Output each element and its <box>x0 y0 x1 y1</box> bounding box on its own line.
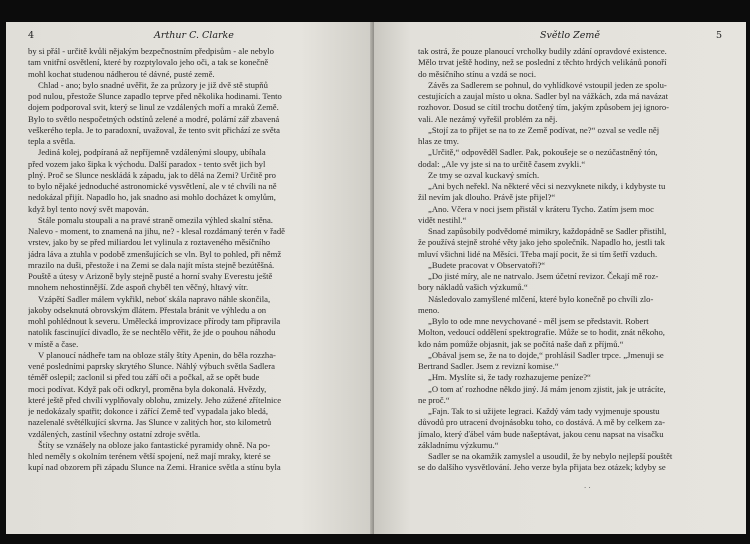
text-line: Bertrand Sadler. Jsem z revizní komise.“ <box>418 361 559 371</box>
text-line: Závěs za Sadlerem se pohnul, do vyhlídkové vstoupil jeden ze spolu- <box>428 79 667 90</box>
book-spread <box>6 22 746 534</box>
text-line: základnímu výzkumu.“ <box>418 439 499 450</box>
text-line: Stále pomalu stoupali a na pravé straně omezila výhled skalní stěna. <box>38 214 273 225</box>
text-line: jakoby odseknutá obrovským dlátem. Přestala bránit ve výhledu a on <box>28 304 267 315</box>
text-line: Bylo to světlo nespočetných odstínů zelené a modré, polární zář zbavená <box>28 113 280 124</box>
text-line: důvodů pro utracení dvojnásobku toho, co dostává. A mě by celkem za- <box>418 417 665 428</box>
text-line: vidět nestihl.“ <box>418 214 467 225</box>
text-line: Sadler se na okamžik zamyslel a usoudil, že by nebylo nejlepší pouštět <box>428 451 673 461</box>
text-line: „Fajn. Tak to si užijete legraci. Každý vám tady vyjmenuje spoustu <box>428 406 660 416</box>
text-line: Molton, vedoucí oddělení spektrografie. Může se to hodit, znát někoho, <box>418 327 665 338</box>
left-page-body <box>28 46 360 474</box>
text-line: Mělo trvat ještě hodiny, než se poslední z těchto hrdých velikánů ponoří <box>418 57 667 68</box>
text-line: téměř oslepil; zaclonil si před tou září oči a počkal, až se opět bude <box>28 372 260 383</box>
text-line: meno. <box>418 304 440 315</box>
text-line: Pouště a útesy v Arizoně byly stejně pusté a horní svahy Everestu ještě <box>28 271 273 281</box>
text-line: mohl pohlédnout k severu. Umělecká improvizace přírody tam připravila <box>28 316 281 326</box>
text-line: Jediná kolej, podpíraná až nepříjemně vzdálenými sloupy, ubíhala <box>38 147 266 158</box>
text-line: Štíty se vznášely na obloze jako fantastické pyramidy ohně. Na po- <box>38 439 271 450</box>
text-line: „Stojí za to přijet se na to ze Země podívat, ne?“ ozval se vedle něj <box>428 124 660 135</box>
right-page <box>374 22 746 534</box>
text-line: mohl kochat studenou nádherou té dávné, pusté země. <box>28 68 215 79</box>
text-line: by si přál - určitě kvůli nějakým bezpečnostním předpisům - ale nebylo <box>28 46 274 56</box>
text-line: vzdálených, zastínil všechny ostatní zdroje světla. <box>28 428 201 439</box>
left-page <box>6 22 374 534</box>
text-line: kdo nám pomůže objasnit, jak se počítá naše daň z příjmů.“ <box>418 338 624 349</box>
text-line: nazelenalé světélkující skvrna. Jas Slunce v zalitých hor, sto kilometrů <box>28 417 272 428</box>
text-line: Snad zapůsobily podvědomé mimikry, každopádně se Sadler přistihl, <box>428 226 667 236</box>
text-line: rozhovor. Dosud se cítil trochu dotčený tím, jakým způsobem jej ignoro- <box>418 102 670 113</box>
text-line: vené posledními paprsky skrytého Slunce. Náhlý výbuch světla Sadlera <box>28 361 275 371</box>
text-line: Chlad - ano; bylo snadné uvěřit, že za průzory je již dvě stě stupňů <box>38 79 268 90</box>
text-line: Nalevo - moment, to znamená na jihu, ne? - klesal rozdámaný terén v řadě <box>28 226 285 236</box>
text-line: „Budete pracovat v Observatoři?“ <box>428 259 546 270</box>
text-line: žil nevím jak dlouho. Právě jste přijel?“ <box>418 192 556 203</box>
text-line: tam vnitřní osvětlení, které by rozptylovalo jeho oči, a tak se konečně <box>28 57 269 68</box>
text-line: Ze tmy se ozval kuckavý smích. <box>428 169 540 180</box>
text-line: dodal: „Ale vy jste si na to určitě časem zvykli.“ <box>418 158 586 169</box>
text-line: mrazilo na duši, přestože i na Zemi se dala najít místa stejně bezútěšná. <box>28 259 275 270</box>
text-line: vali. Ale nezámý vyřešil problém za něj. <box>418 113 558 124</box>
text-line: „Hm. Myslíte si, že tady rozhazujeme peníze?“ <box>428 372 591 383</box>
text-line: „Ani bych neřekl. Na některé věci si nezvyknete nikdy, i kdybyste tu <box>428 181 666 191</box>
ink-mark: · · <box>584 484 591 492</box>
text-line: že používá stejně strohé věty jako jeho společník. Napadlo ho, jestli tak <box>418 237 665 248</box>
text-line: cestujících a zaujal místo u okna. Sadler byl na vážkách, zda má navázat <box>418 91 669 101</box>
text-line: nedokázal přijít. Napadlo ho, jak snadno asi mohlo docházet k omylům, <box>28 192 276 203</box>
text-line: mluví všichni lidé na Měsíci. Třeba mají pocit, že si tím šetří vzduch. <box>418 248 658 259</box>
right-page-body <box>418 46 722 474</box>
text-line: pod nulou, přestože Slunce zapadlo teprve před několika hodinami. Tento <box>28 91 282 101</box>
text-line: hled neměly s okolním terénem větší spojení, než mají mraky, které se <box>28 451 271 461</box>
right-page-header <box>418 30 722 46</box>
text-line: hlas ze tmy. <box>418 136 459 146</box>
text-line: mnohem nehostinnější. Zde aspoň chyběl ten věčný, hltavý vítr. <box>28 282 249 293</box>
text-line: Následovalo zamyšlené mlčení, které bylo konečně po chvíli zlo- <box>428 293 654 304</box>
page-number: 5 <box>715 30 722 41</box>
text-line: „Do jisté míry, ale ne natrvalo. Jsem účetní revizor. Čekají mě roz- <box>428 271 659 281</box>
text-line: ne proč.“ <box>418 394 450 405</box>
text-line: do měsíčního stínu a vzdá se noci. <box>418 68 537 79</box>
text-line: před vozem jako šipka k východu. Další paradox - tento svět jich byl <box>28 158 266 169</box>
running-head: Arthur C. Clarke <box>154 30 234 41</box>
text-line: veškerého tepla. Je to paradoxní, uvažoval, že tento svit přichází ze světa <box>28 124 280 135</box>
text-line: „Určitě,“ odpověděl Sadler. Pak, pokoušeje se o nezúčastněný tón, <box>428 147 658 158</box>
text-line: dojem podporoval svit, který se linul ze vzdálených moří a mraků Země. <box>28 102 279 113</box>
text-line: jímalo, který ďábel vám bude našeptávat, jakou cenu napsat na visačku <box>418 428 664 439</box>
text-line: které ještě před chvílí vyplňovaly oblohu, zmizely. Jeho zúžené zřítelnice <box>28 394 282 405</box>
text-line: „O tom ať rozhodne někdo jiný. Já mám jenom zjistit, jak je utrácíte, <box>428 383 666 394</box>
text-line: tak ostrá, že pouze planoucí vrcholky budily zdání opravdové existence. <box>418 46 667 56</box>
text-line: bory nákladů vašich výzkumů.“ <box>418 282 528 293</box>
text-line: když byl tento nový svět mapován. <box>28 203 149 214</box>
text-line: tepla a světla. <box>28 136 76 146</box>
text-line: „Obával jsem se, že na to dojde,“ prohlásil Sadler trpce. „Jmenuji se <box>428 349 664 360</box>
text-line: to bylo nějaké jednoduché astronomické vysvětlení, ale v té chvíli na ně <box>28 181 277 191</box>
text-line: „Ano. Včera v noci jsem přistál v kráteru Tycho. Zatím jsem moc <box>428 203 654 214</box>
text-line: Vzápětí Sadler málem vykřikl, neboť skála napravo náhle skončila, <box>38 293 271 304</box>
text-line: V planoucí nádheře tam na obloze stály štíty Apenin, do běla rozzha- <box>38 349 276 360</box>
text-line: natolik fascinující divadlo, že se nechtělo věřit, že jde o pouhou náhodu <box>28 327 276 338</box>
text-line: „Bylo to ode mne nevychované - měl jsem se představit. Robert <box>428 316 649 326</box>
running-head: Světlo Země <box>540 30 600 41</box>
text-line: je nedokázaly spatřit; dokonce i zářící Země teď vypadala jako bledá, <box>28 406 269 416</box>
text-line: vrstev, jako by se před miliardou let vylinula z roztaveného měsíčního <box>28 237 271 248</box>
text-line: kupí nad obzorem při západu Slunce na Zemi. Hranice světla a stínu byla <box>28 462 281 473</box>
text-line: se do dalšího vysvětlování. Jeho verze byla přijata bez otázek; kdyby se <box>418 462 666 473</box>
text-line: jádra láva a ztuhla v podobě zmenšujících se vln. Byl to pohled, při němž <box>28 248 282 259</box>
left-page-header <box>28 30 360 46</box>
text-line: v místě a čase. <box>28 338 79 349</box>
text-line: moci podívat. Když pak oči odkryl, proměna byla dokonalá. Hvězdy, <box>28 383 267 394</box>
page-number: 4 <box>28 30 35 41</box>
text-line: plný. Proč se Slunce neskládá k západu, jak to dělá na Zemi? Určitě pro <box>28 169 276 180</box>
